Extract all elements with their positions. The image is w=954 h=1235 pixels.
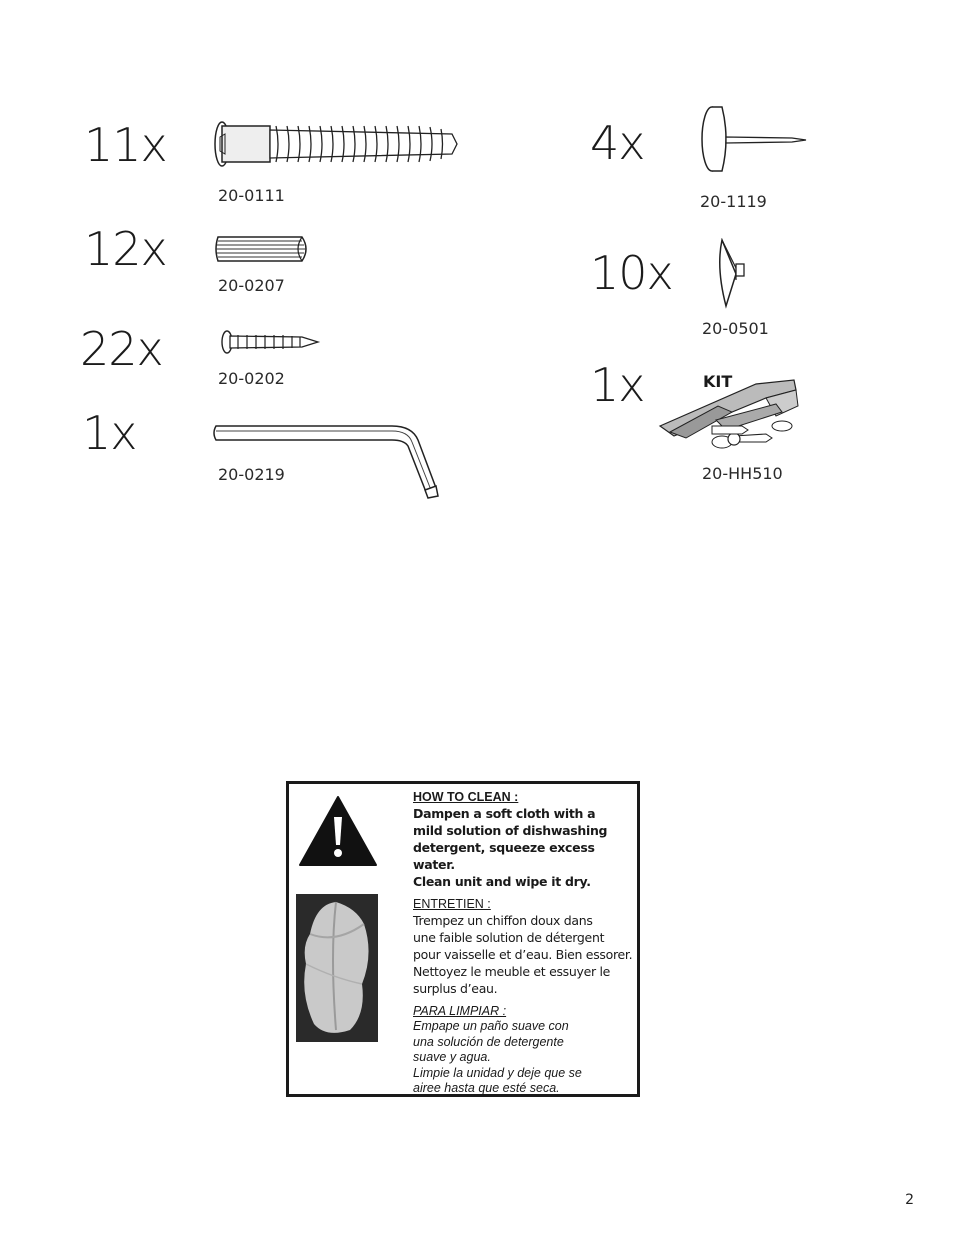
part-code-20-0219: 20-0219: [218, 465, 285, 484]
shelf-pin-icon: [714, 238, 754, 312]
quantity-1x-right: 1x: [590, 358, 645, 412]
care-instructions-box: [286, 781, 640, 1097]
nail-glide-icon: [700, 104, 810, 174]
warning-triangle-icon: [298, 795, 378, 867]
barrel-bolt-icon: [212, 120, 462, 168]
care-body-es: Empape un paño suave con una solución de detergente suave y agua. Limpie la unidad y deje que se airee hasta que esté seca.: [413, 1019, 582, 1095]
part-code-20-1119: 20-1119: [700, 192, 767, 211]
part-code-20-HH510: 20-HH510: [702, 464, 783, 483]
quantity-11x: 11x: [84, 118, 167, 172]
care-heading-fr: ENTRETIEN :: [413, 897, 491, 911]
care-heading-en: HOW TO CLEAN :: [413, 790, 519, 804]
kit-label: KIT: [703, 372, 733, 391]
care-heading-es: PARA LIMPIAR :: [413, 1004, 507, 1018]
wood-dowel-icon: [214, 234, 314, 264]
part-code-20-0202: 20-0202: [218, 369, 285, 388]
wood-screw-icon: [220, 328, 324, 356]
quantity-10x: 10x: [590, 246, 673, 300]
anti-tip-kit-icon: [656, 376, 802, 454]
quantity-12x: 12x: [84, 222, 167, 276]
care-text: [413, 789, 635, 1097]
page-number: 2: [905, 1192, 914, 1208]
quantity-22x: 22x: [80, 322, 163, 376]
care-body-en: Dampen a soft cloth with a mild solution of dishwashing detergent, squeeze excess water. Clean unit and wipe it dry.: [413, 806, 608, 889]
part-code-20-0501: 20-0501: [702, 319, 769, 338]
quantity-4x: 4x: [590, 116, 645, 170]
part-code-20-0111: 20-0111: [218, 186, 285, 205]
quantity-1x-left: 1x: [82, 406, 137, 460]
allen-key-icon: [212, 420, 444, 504]
cleaning-cloth-icon: [296, 894, 378, 1042]
care-body-fr: Trempez un chiffon doux dans une faible solution de détergent pour vaisselle et d’eau. Bien essorer. Nettoyez le meuble et essuyer le surplus d’eau.: [413, 913, 633, 996]
part-code-20-0207: 20-0207: [218, 276, 285, 295]
